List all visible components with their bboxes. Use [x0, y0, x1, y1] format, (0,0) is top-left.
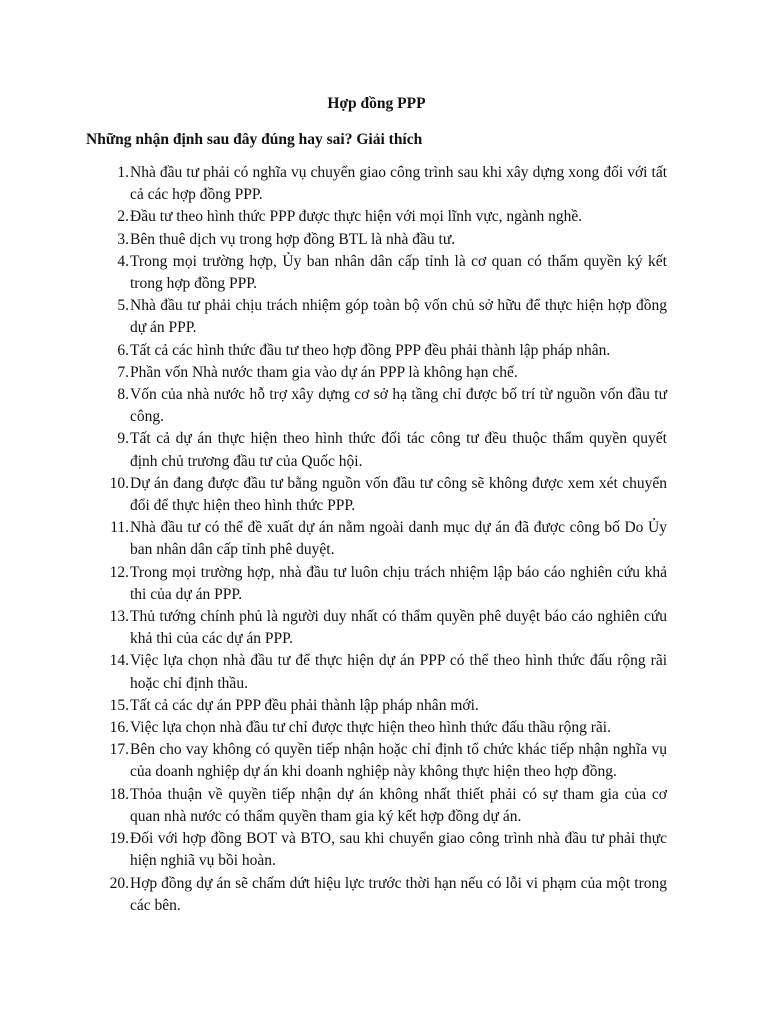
question-item: [86, 873, 667, 917]
question-item: [86, 295, 667, 339]
question-item: [86, 517, 667, 561]
question-text: Vốn của nhà nước hỗ trợ xây dựng cơ sở hạ tầng chỉ được bố trí từ nguồn vốn đầu tư công.: [130, 386, 667, 426]
question-item: [86, 695, 667, 717]
question-item: [86, 428, 667, 472]
question-text: Việc lựa chọn nhà đầu tư chỉ được thực hiện theo hình thức đấu thầu rộng rãi.: [130, 719, 611, 737]
question-list: [86, 162, 667, 917]
document-title: Hợp đồng PPP: [327, 95, 426, 112]
question-item: [86, 251, 667, 295]
question-number: 9.: [117, 430, 129, 448]
question-number: 5.: [117, 297, 129, 315]
question-item: [86, 717, 667, 739]
question-text: Phần vốn Nhà nước tham gia vào dự án PPP là không hạn chế.: [130, 363, 518, 381]
question-number: 15.: [109, 696, 129, 714]
question-text: Tất cả dự án thực hiện theo hình thức đối tác công tư đều thuộc thẩm quyền quyết định chủ trương đầu tư của Quốc hội.: [130, 430, 667, 470]
document-subtitle: Những nhận định sau đây đúng hay sai? Giải thích: [86, 131, 423, 148]
question-text: Đối với hợp đồng BOT và BTO, sau khi chuyển giao công trình nhà đầu tư phải thực hiện nghiã vụ bồi hoàn.: [130, 830, 667, 870]
question-text: Nhà đầu tư phải chịu trách nhiệm góp toàn bộ vốn chủ sở hữu để thực hiện hợp đồng dự án PPP.: [130, 297, 667, 337]
question-item: [86, 739, 667, 783]
question-number: 12.: [109, 563, 129, 581]
question-number: 17.: [109, 741, 129, 759]
question-number: 1.: [117, 164, 129, 181]
question-item: [86, 562, 667, 606]
question-number: 19.: [109, 830, 129, 848]
question-number: 14.: [109, 652, 129, 670]
question-text: Hợp đồng dự án sẽ chấm dứt hiệu lực trước thời hạn nếu có lỗi vi phạm của một trong các bên.: [130, 874, 667, 914]
question-number: 6.: [117, 341, 129, 359]
question-item: [86, 828, 667, 872]
question-text: Thỏa thuận về quyền tiếp nhận dự án không nhất thiết phải có sự tham gia của cơ quan nhà nước có thẩm quyền tham gia ký kết hợp đồng dự án.: [130, 785, 667, 825]
question-text: Trong mọi trường hợp, Ủy ban nhân dân cấp tỉnh là cơ quan có thẩm quyền ký kết trong hợp đồng PPP.: [130, 252, 667, 293]
question-text: Thủ tướng chính phủ là người duy nhất có thẩm quyền phê duyệt báo cáo nghiên cứu khả thi của các dự án PPP.: [130, 608, 667, 648]
question-text: Đầu tư theo hình thức PPP được thực hiện với mọi lĩnh vực, ngành nghề.: [130, 208, 583, 226]
question-number: 18.: [109, 785, 129, 803]
question-text: Bên cho vay không có quyền tiếp nhận hoặc chỉ định tổ chức khác tiếp nhận nghĩa vụ của doanh nghiệp dự án khi doanh nghiệp này không thực hiện theo hợp đồng.: [130, 741, 667, 781]
question-number: 20.: [109, 874, 129, 892]
question-item: [86, 784, 667, 828]
question-item: [86, 340, 667, 362]
question-number: 3.: [117, 230, 129, 248]
question-number: 2.: [117, 208, 129, 226]
question-number: 13.: [109, 608, 129, 626]
question-item: [86, 162, 667, 206]
question-text: Việc lựa chọn nhà đầu tư để thực hiện dự án PPP có thể theo hình thức đấu rộng rãi hoặc chỉ định thầu.: [130, 652, 667, 692]
question-number: 11.: [110, 519, 129, 537]
question-number: 7.: [117, 363, 129, 381]
question-text: Tất cả các hình thức đầu tư theo hợp đồng PPP đều phải thành lập pháp nhân.: [130, 341, 611, 359]
question-item: [86, 384, 667, 428]
question-text: Nhà đầu tư phải có nghĩa vụ chuyển giao công trình sau khi xây dựng xong đối với tất cả các hợp đồng PPP.: [130, 164, 667, 204]
question-text: Nhà đầu tư có thể đề xuất dự án nằm ngoài danh mục dự án đã được công bố Do Ủy ban nhân dân cấp tỉnh phê duyệt.: [130, 519, 667, 559]
question-item: [86, 362, 667, 384]
question-item: [86, 650, 667, 694]
question-number: 10.: [109, 474, 129, 492]
question-text: Bên thuê dịch vụ trong hợp đồng BTL là nhà đầu tư.: [130, 230, 456, 248]
question-number: 4.: [117, 252, 129, 270]
question-item: [86, 473, 667, 517]
question-number: 16.: [109, 719, 129, 737]
question-item: [86, 206, 667, 228]
question-text: Trong mọi trường hợp, nhà đầu tư luôn chịu trách nhiệm lập báo cáo nghiên cứu khả thi của dự án PPP.: [130, 563, 667, 603]
question-text: Tất cả các dự án PPP đều phải thành lập pháp nhân mới.: [130, 696, 479, 714]
question-item: [86, 229, 667, 251]
question-text: Dự án đang được đầu tư bằng nguồn vốn đầu tư công sẽ không được xem xét chuyển đổi để thực hiện theo hình thức PPP.: [130, 474, 667, 515]
question-number: 8.: [117, 386, 129, 404]
question-item: [86, 606, 667, 650]
